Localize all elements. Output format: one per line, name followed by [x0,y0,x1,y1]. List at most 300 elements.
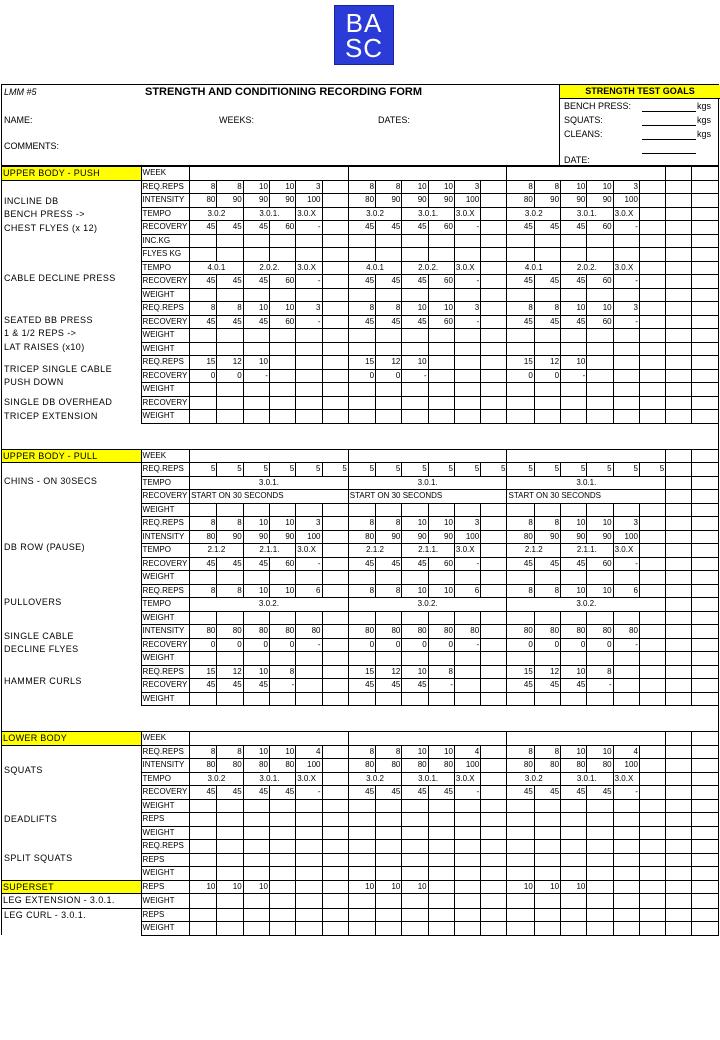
grid-cell[interactable] [692,557,719,571]
set-value[interactable]: 90 [376,530,402,544]
set-value[interactable]: 5 [561,463,587,477]
grid-cell[interactable] [402,288,428,302]
grid-cell[interactable] [534,342,560,356]
grid-cell[interactable] [639,369,665,383]
grid-cell[interactable] [322,584,348,598]
grid-cell[interactable] [322,329,348,343]
grid-cell[interactable] [296,880,322,894]
grid-cell[interactable] [322,867,348,881]
set-value[interactable]: 45 [402,557,428,571]
week-cell[interactable] [348,167,507,181]
set-value[interactable]: 45 [534,315,560,329]
grid-cell[interactable] [639,194,665,208]
set-value[interactable]: 45 [190,786,217,800]
set-value[interactable]: 10 [534,880,560,894]
grid-cell[interactable] [296,813,322,827]
set-value[interactable]: - [587,679,613,693]
grid-cell[interactable] [217,894,243,909]
grid-cell[interactable] [587,383,613,397]
grid-cell[interactable] [217,840,243,854]
set-value[interactable]: 5 [454,463,480,477]
grid-cell[interactable] [534,383,560,397]
grid-cell[interactable] [402,410,428,424]
grid-cell[interactable] [348,248,375,262]
grid-cell[interactable] [666,315,692,329]
grid-cell[interactable] [692,490,719,504]
grid-cell[interactable] [481,221,507,235]
set-value[interactable]: 80 [269,625,295,639]
set-value[interactable]: 60 [587,275,613,289]
set-value[interactable]: - [296,275,322,289]
grid-cell[interactable] [666,530,692,544]
set-value[interactable]: - [454,638,480,652]
grid-cell[interactable] [269,611,295,625]
grid-cell[interactable] [376,894,402,909]
grid-cell[interactable] [692,530,719,544]
grid-cell[interactable] [322,275,348,289]
grid-cell[interactable] [587,396,613,410]
set-value[interactable]: 8 [348,584,375,598]
grid-cell[interactable] [190,342,217,356]
grid-cell[interactable] [613,288,639,302]
set-value[interactable]: 45 [217,221,243,235]
set-value[interactable]: 3 [613,517,639,531]
grid-cell[interactable] [666,908,692,922]
set-value[interactable]: 45 [534,786,560,800]
grid-cell[interactable] [587,503,613,517]
set-value[interactable]: 8 [376,745,402,759]
grid-cell[interactable] [666,853,692,867]
set-value[interactable]: 45 [561,275,587,289]
grid-cell[interactable] [428,799,454,813]
grid-cell[interactable] [243,813,269,827]
set-value[interactable]: 10 [561,517,587,531]
set-value[interactable]: 60 [428,275,454,289]
grid-cell[interactable] [666,544,692,558]
grid-cell[interactable] [428,853,454,867]
set-value[interactable]: 45 [561,221,587,235]
grid-cell[interactable] [402,652,428,666]
grid-cell[interactable] [322,759,348,773]
grid-cell[interactable] [190,853,217,867]
grid-cell[interactable] [692,449,719,463]
grid-cell[interactable] [348,692,375,706]
grid-cell[interactable] [428,813,454,827]
grid-cell[interactable] [348,826,375,840]
set-value[interactable]: 80 [243,625,269,639]
week-cell[interactable] [190,449,349,463]
set-value[interactable]: 80 [348,530,375,544]
grid-cell[interactable] [428,826,454,840]
grid-cell[interactable] [481,759,507,773]
grid-cell[interactable] [296,922,322,936]
set-value[interactable]: 8 [348,745,375,759]
grid-cell[interactable] [348,383,375,397]
grid-cell[interactable] [692,503,719,517]
set-value[interactable]: 60 [428,557,454,571]
set-value[interactable]: 90 [587,530,613,544]
grid-cell[interactable] [692,692,719,706]
name-label[interactable]: NAME: [4,115,33,125]
grid-cell[interactable] [666,476,692,490]
grid-cell[interactable] [692,517,719,531]
set-value[interactable]: 5 [376,463,402,477]
set-value[interactable]: 90 [402,530,428,544]
grid-cell[interactable] [269,383,295,397]
grid-cell[interactable] [692,315,719,329]
tempo-value[interactable]: 3.0.X [296,772,322,786]
set-value[interactable]: 10 [587,745,613,759]
grid-cell[interactable] [190,410,217,424]
grid-cell[interactable] [613,383,639,397]
tempo-value[interactable]: 3.0.1. [402,772,455,786]
week-cell[interactable] [507,732,666,746]
grid-cell[interactable] [481,853,507,867]
grid-cell[interactable] [692,880,719,894]
grid-cell[interactable] [348,799,375,813]
grid-cell[interactable] [454,867,480,881]
bench-press-goal-field[interactable] [642,111,696,112]
set-value[interactable]: - [613,221,639,235]
grid-cell[interactable] [190,894,217,909]
grid-cell[interactable] [322,302,348,316]
grid-cell[interactable] [692,248,719,262]
grid-cell[interactable] [428,922,454,936]
set-value[interactable]: 45 [402,315,428,329]
set-value[interactable]: 45 [243,786,269,800]
set-value[interactable]: 45 [243,557,269,571]
set-value[interactable]: 8 [269,665,295,679]
grid-cell[interactable] [376,853,402,867]
grid-cell[interactable] [217,248,243,262]
set-value[interactable]: 3 [613,302,639,316]
grid-cell[interactable] [217,329,243,343]
grid-cell[interactable] [666,638,692,652]
grid-cell[interactable] [692,194,719,208]
recovery-note[interactable]: START ON 30 SECONDS [348,490,507,504]
set-value[interactable]: 45 [217,679,243,693]
tempo-value[interactable]: 3.0.2 [348,207,402,221]
grid-cell[interactable] [428,248,454,262]
grid-cell[interactable] [296,799,322,813]
grid-cell[interactable] [507,826,534,840]
grid-cell[interactable] [322,396,348,410]
set-value[interactable]: 8 [190,517,217,531]
grid-cell[interactable] [639,584,665,598]
tempo-value[interactable]: 3.0.X [296,207,322,221]
grid-cell[interactable] [481,880,507,894]
grid-cell[interactable] [454,342,480,356]
set-value[interactable]: 45 [561,315,587,329]
set-value[interactable]: 90 [534,530,560,544]
grid-cell[interactable] [402,248,428,262]
grid-cell[interactable] [269,396,295,410]
grid-cell[interactable] [322,772,348,786]
grid-cell[interactable] [481,275,507,289]
grid-cell[interactable] [587,853,613,867]
grid-cell[interactable] [454,853,480,867]
grid-cell[interactable] [269,799,295,813]
grid-cell[interactable] [666,745,692,759]
set-value[interactable]: 8 [348,180,375,194]
grid-cell[interactable] [348,813,375,827]
grid-cell[interactable] [692,813,719,827]
grid-cell[interactable] [481,342,507,356]
grid-cell[interactable] [376,410,402,424]
grid-cell[interactable] [481,679,507,693]
set-value[interactable]: 80 [587,759,613,773]
tempo-value[interactable]: 2.0.2. [402,261,455,275]
grid-cell[interactable] [481,840,507,854]
set-value[interactable]: 5 [534,463,560,477]
grid-cell[interactable] [561,853,587,867]
set-value[interactable]: - [454,275,480,289]
grid-cell[interactable] [639,329,665,343]
grid-cell[interactable] [587,248,613,262]
grid-cell[interactable] [481,652,507,666]
grid-cell[interactable] [322,880,348,894]
set-value[interactable]: 8 [376,180,402,194]
grid-cell[interactable] [481,908,507,922]
set-value[interactable]: 15 [348,665,375,679]
set-value[interactable]: 45 [190,315,217,329]
grid-cell[interactable] [269,248,295,262]
set-value[interactable]: 45 [348,786,375,800]
set-value[interactable]: 80 [561,759,587,773]
grid-cell[interactable] [190,692,217,706]
grid-cell[interactable] [587,356,613,370]
set-value[interactable]: - [613,275,639,289]
grid-cell[interactable] [481,786,507,800]
grid-cell[interactable] [507,396,534,410]
grid-cell[interactable] [639,638,665,652]
grid-cell[interactable] [666,383,692,397]
grid-cell[interactable] [639,302,665,316]
grid-cell[interactable] [481,692,507,706]
grid-cell[interactable] [296,410,322,424]
grid-cell[interactable] [639,611,665,625]
grid-cell[interactable] [639,867,665,881]
set-value[interactable]: 90 [269,194,295,208]
set-value[interactable]: 10 [428,584,454,598]
grid-cell[interactable] [613,234,639,248]
set-value[interactable]: 10 [243,517,269,531]
grid-cell[interactable] [666,813,692,827]
set-value[interactable]: 12 [534,356,560,370]
grid-cell[interactable] [507,799,534,813]
grid-cell[interactable] [639,383,665,397]
grid-cell[interactable] [402,329,428,343]
grid-cell[interactable] [243,383,269,397]
grid-cell[interactable] [639,396,665,410]
grid-cell[interactable] [613,894,639,909]
grid-cell[interactable] [243,692,269,706]
grid-cell[interactable] [481,261,507,275]
set-value[interactable]: 45 [534,221,560,235]
set-value[interactable]: 45 [534,275,560,289]
grid-cell[interactable] [587,908,613,922]
squats-goal-field[interactable] [642,125,696,126]
grid-cell[interactable] [666,207,692,221]
grid-cell[interactable] [534,853,560,867]
set-value[interactable]: 45 [269,786,295,800]
grid-cell[interactable] [217,288,243,302]
grid-cell[interactable] [243,853,269,867]
grid-cell[interactable] [692,288,719,302]
grid-cell[interactable] [454,894,480,909]
grid-cell[interactable] [428,396,454,410]
set-value[interactable]: 80 [269,759,295,773]
set-value[interactable]: 45 [507,315,534,329]
tempo-value[interactable]: 4.0.1 [507,261,561,275]
tempo-value[interactable]: 2.1.2 [348,544,402,558]
grid-cell[interactable] [666,503,692,517]
grid-cell[interactable] [692,275,719,289]
grid-cell[interactable] [322,908,348,922]
grid-cell[interactable] [428,611,454,625]
set-value[interactable]: 100 [613,194,639,208]
grid-cell[interactable] [507,908,534,922]
grid-cell[interactable] [666,799,692,813]
set-value[interactable]: 5 [296,463,322,477]
set-value[interactable]: - [454,315,480,329]
grid-cell[interactable] [534,288,560,302]
grid-cell[interactable] [322,194,348,208]
set-value[interactable]: 5 [428,463,454,477]
grid-cell[interactable] [243,867,269,881]
grid-cell[interactable] [692,625,719,639]
grid-cell[interactable] [243,571,269,585]
grid-cell[interactable] [322,530,348,544]
set-value[interactable]: 45 [402,275,428,289]
grid-cell[interactable] [190,813,217,827]
grid-cell[interactable] [376,692,402,706]
grid-cell[interactable] [190,288,217,302]
set-value[interactable]: 10 [217,880,243,894]
grid-cell[interactable] [190,383,217,397]
grid-cell[interactable] [666,840,692,854]
grid-cell[interactable] [322,692,348,706]
grid-cell[interactable] [639,315,665,329]
set-value[interactable]: 45 [376,275,402,289]
grid-cell[interactable] [217,410,243,424]
set-value[interactable]: 60 [428,315,454,329]
grid-cell[interactable] [639,221,665,235]
grid-cell[interactable] [217,826,243,840]
set-value[interactable]: - [296,786,322,800]
set-value[interactable]: 80 [507,530,534,544]
tempo-value[interactable]: 2.1.1. [402,544,455,558]
grid-cell[interactable] [666,356,692,370]
grid-cell[interactable] [348,840,375,854]
grid-cell[interactable] [296,679,322,693]
set-value[interactable]: 10 [243,584,269,598]
set-value[interactable]: 3 [613,180,639,194]
set-value[interactable]: 10 [402,880,428,894]
set-value[interactable]: 45 [561,557,587,571]
grid-cell[interactable] [322,315,348,329]
grid-cell[interactable] [692,840,719,854]
grid-cell[interactable] [666,342,692,356]
grid-cell[interactable] [481,410,507,424]
grid-cell[interactable] [613,799,639,813]
grid-cell[interactable] [613,571,639,585]
grid-cell[interactable] [190,571,217,585]
set-value[interactable]: 80 [376,759,402,773]
grid-cell[interactable] [296,908,322,922]
grid-cell[interactable] [613,410,639,424]
set-value[interactable]: 45 [376,557,402,571]
grid-cell[interactable] [428,840,454,854]
set-value[interactable]: 90 [269,530,295,544]
grid-cell[interactable] [454,665,480,679]
grid-cell[interactable] [534,611,560,625]
grid-cell[interactable] [692,665,719,679]
grid-cell[interactable] [296,288,322,302]
set-value[interactable]: 80 [190,194,217,208]
grid-cell[interactable] [454,234,480,248]
grid-cell[interactable] [534,248,560,262]
set-value[interactable]: 80 [507,625,534,639]
grid-cell[interactable] [534,329,560,343]
grid-cell[interactable] [692,611,719,625]
grid-cell[interactable] [243,503,269,517]
grid-cell[interactable] [481,772,507,786]
grid-cell[interactable] [666,517,692,531]
grid-cell[interactable] [296,826,322,840]
grid-cell[interactable] [507,288,534,302]
tempo-value[interactable]: 2.1.2 [190,544,244,558]
set-value[interactable]: 80 [190,759,217,773]
grid-cell[interactable] [481,638,507,652]
grid-cell[interactable] [639,922,665,936]
grid-cell[interactable] [507,611,534,625]
set-value[interactable]: 80 [613,625,639,639]
set-value[interactable]: - [296,638,322,652]
grid-cell[interactable] [454,383,480,397]
set-value[interactable]: 10 [243,880,269,894]
tempo-value[interactable]: 3.0.2 [507,207,561,221]
grid-cell[interactable] [639,356,665,370]
goals-date-label[interactable]: DATE: [564,155,590,165]
grid-cell[interactable] [348,288,375,302]
grid-cell[interactable] [639,410,665,424]
grid-cell[interactable] [587,342,613,356]
set-value[interactable]: 3 [454,180,480,194]
recovery-note[interactable]: START ON 30 SECONDS [190,490,349,504]
grid-cell[interactable] [322,221,348,235]
set-value[interactable]: 10 [561,356,587,370]
set-value[interactable]: 45 [561,679,587,693]
grid-cell[interactable] [507,867,534,881]
grid-cell[interactable] [296,611,322,625]
set-value[interactable]: 45 [190,557,217,571]
set-value[interactable]: 10 [587,517,613,531]
set-value[interactable]: 10 [561,665,587,679]
set-value[interactable]: 3 [454,302,480,316]
grid-cell[interactable] [296,894,322,909]
grid-cell[interactable] [428,867,454,881]
set-value[interactable]: 5 [190,463,217,477]
grid-cell[interactable] [613,692,639,706]
grid-cell[interactable] [402,840,428,854]
grid-cell[interactable] [613,329,639,343]
set-value[interactable]: 90 [561,530,587,544]
grid-cell[interactable] [454,410,480,424]
grid-cell[interactable] [322,356,348,370]
grid-cell[interactable] [507,652,534,666]
set-value[interactable]: 45 [190,221,217,235]
